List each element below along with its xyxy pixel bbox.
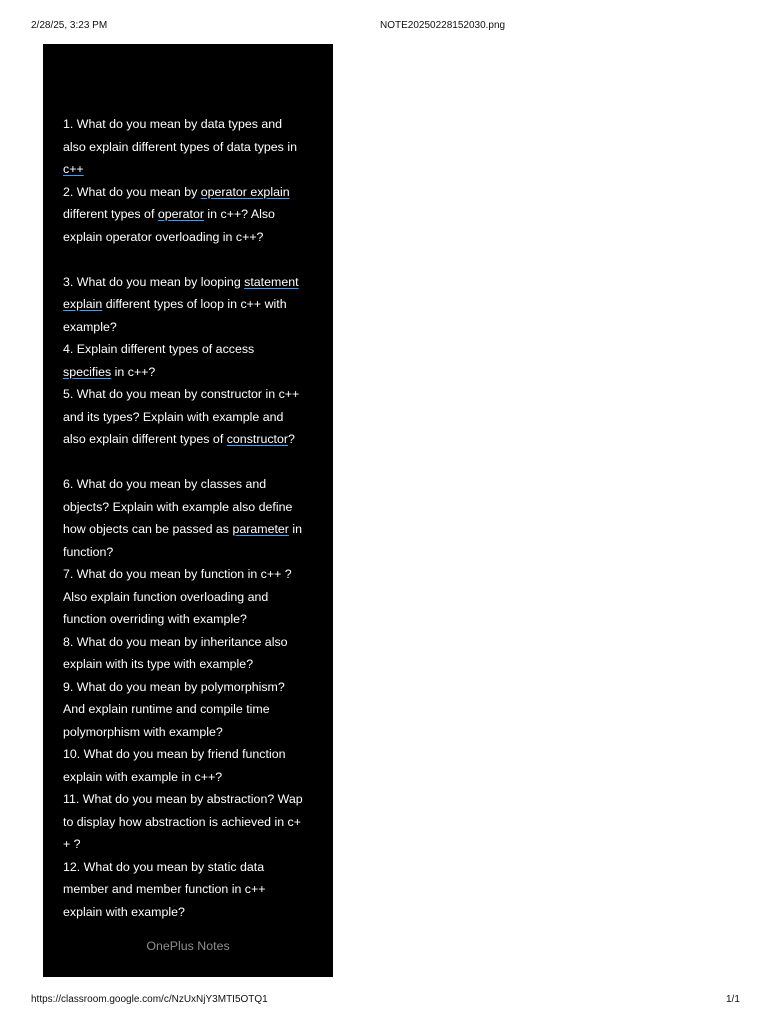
note-line: [63, 181, 325, 204]
note-line: [63, 293, 325, 316]
note-text: and its types? Explain with example and: [63, 409, 284, 424]
note-line: [63, 743, 325, 766]
note-line: [63, 113, 325, 136]
note-line: [63, 563, 325, 586]
note-line: [63, 158, 325, 181]
note-line: [63, 878, 325, 901]
note-text: + ?: [63, 837, 81, 851]
note-line: [63, 676, 325, 699]
note-text: objects? Explain with example also define: [63, 499, 293, 514]
note-text: in: [288, 522, 303, 536]
underlined-term: explain: [63, 297, 103, 311]
note-line: [63, 361, 325, 384]
note-line: [63, 811, 325, 834]
note-text: member and member function in c++: [63, 882, 266, 896]
note-text: function overriding with example?: [63, 612, 247, 626]
note-text: to display how abstraction is achieved in c+: [63, 814, 301, 829]
underlined-term: operator explain: [200, 184, 290, 199]
note-text: 1. What do you mean by data types and: [63, 117, 283, 131]
note-line: [63, 766, 325, 789]
note-line: [63, 383, 325, 406]
note-text: 2. What do you mean by: [63, 184, 201, 199]
note-line: [63, 721, 325, 744]
note-text: function?: [63, 544, 114, 559]
note-text: also explain different types of data types in: [63, 139, 297, 154]
underlined-term: statement: [244, 274, 299, 289]
note-line: [63, 316, 325, 339]
note-text: 9. What do you mean by polymorphism?: [63, 679, 285, 694]
notes-app-brand: OnePlus Notes: [146, 939, 230, 953]
underlined-term: specifies: [63, 364, 112, 379]
note-line: [63, 136, 325, 159]
note-text: 11. What do you mean by abstraction? Wap: [63, 792, 303, 806]
note-text: Also explain function overloading and: [63, 589, 269, 604]
note-screenshot: [43, 44, 333, 977]
note-line: [63, 338, 325, 361]
note-text: explain with its type with example?: [63, 657, 254, 671]
note-text: in c++?: [111, 364, 156, 379]
note-line: [63, 541, 325, 564]
note-line: [63, 473, 325, 496]
note-line: [63, 698, 325, 721]
blank-line: [63, 248, 325, 271]
note-text: how objects can be passed as: [63, 522, 233, 536]
note-text: 5. What do you mean by constructor in c++: [63, 387, 300, 401]
note-line: [63, 496, 325, 519]
note-text: explain operator overloading in c++?: [63, 229, 264, 244]
note-line: [63, 271, 325, 294]
note-text: also explain different types of: [63, 432, 227, 446]
note-line: [63, 226, 325, 249]
note-text: different types of loop in c++ with: [102, 297, 287, 311]
note-line: [63, 833, 325, 856]
underlined-term: constructor: [226, 432, 289, 446]
note-text: different types of: [63, 207, 158, 221]
note-text: in c++? Also: [203, 207, 275, 221]
note-text: 6. What do you mean by classes and: [63, 477, 267, 491]
note-line: [63, 901, 325, 924]
note-line: [63, 788, 325, 811]
underlined-term: parameter: [232, 522, 289, 536]
note-line: [63, 653, 325, 676]
underlined-term: operator: [157, 207, 204, 221]
note-line: [63, 518, 325, 541]
print-url: https://classroom.google.com/c/NzUxNjY3MTI5OTQ1: [31, 994, 268, 1005]
note-line: [63, 608, 325, 631]
note-line: [63, 586, 325, 609]
underlined-term: c++: [63, 162, 84, 176]
note-line: [63, 428, 325, 451]
note-line: [63, 631, 325, 654]
note-text: polymorphism with example?: [63, 724, 223, 739]
note-text: 12. What do you mean by static data: [63, 859, 265, 874]
note-text: 3. What do you mean by looping: [63, 274, 245, 289]
note-line: [63, 406, 325, 429]
print-filename: NOTE20250228152030.png: [380, 20, 506, 31]
print-page-number: 1/1: [726, 994, 740, 1005]
note-line: [63, 856, 325, 879]
note-text: 4. Explain different types of access: [63, 342, 255, 356]
note-text: ?: [288, 432, 295, 446]
note-line: [63, 203, 325, 226]
question-list: [63, 113, 325, 923]
note-text: explain with example in c++?: [63, 769, 223, 784]
print-date: 2/28/25, 3:23 PM: [31, 20, 108, 31]
note-text: 10. What do you mean by friend function: [63, 747, 286, 761]
blank-line: [63, 451, 325, 474]
note-text: explain with example?: [63, 904, 185, 919]
note-text: 8. What do you mean by inheritance also: [63, 634, 288, 649]
note-text: example?: [63, 319, 117, 334]
note-text: And explain runtime and compile time: [63, 702, 270, 716]
note-text: 7. What do you mean by function in c++ ?: [63, 567, 292, 581]
